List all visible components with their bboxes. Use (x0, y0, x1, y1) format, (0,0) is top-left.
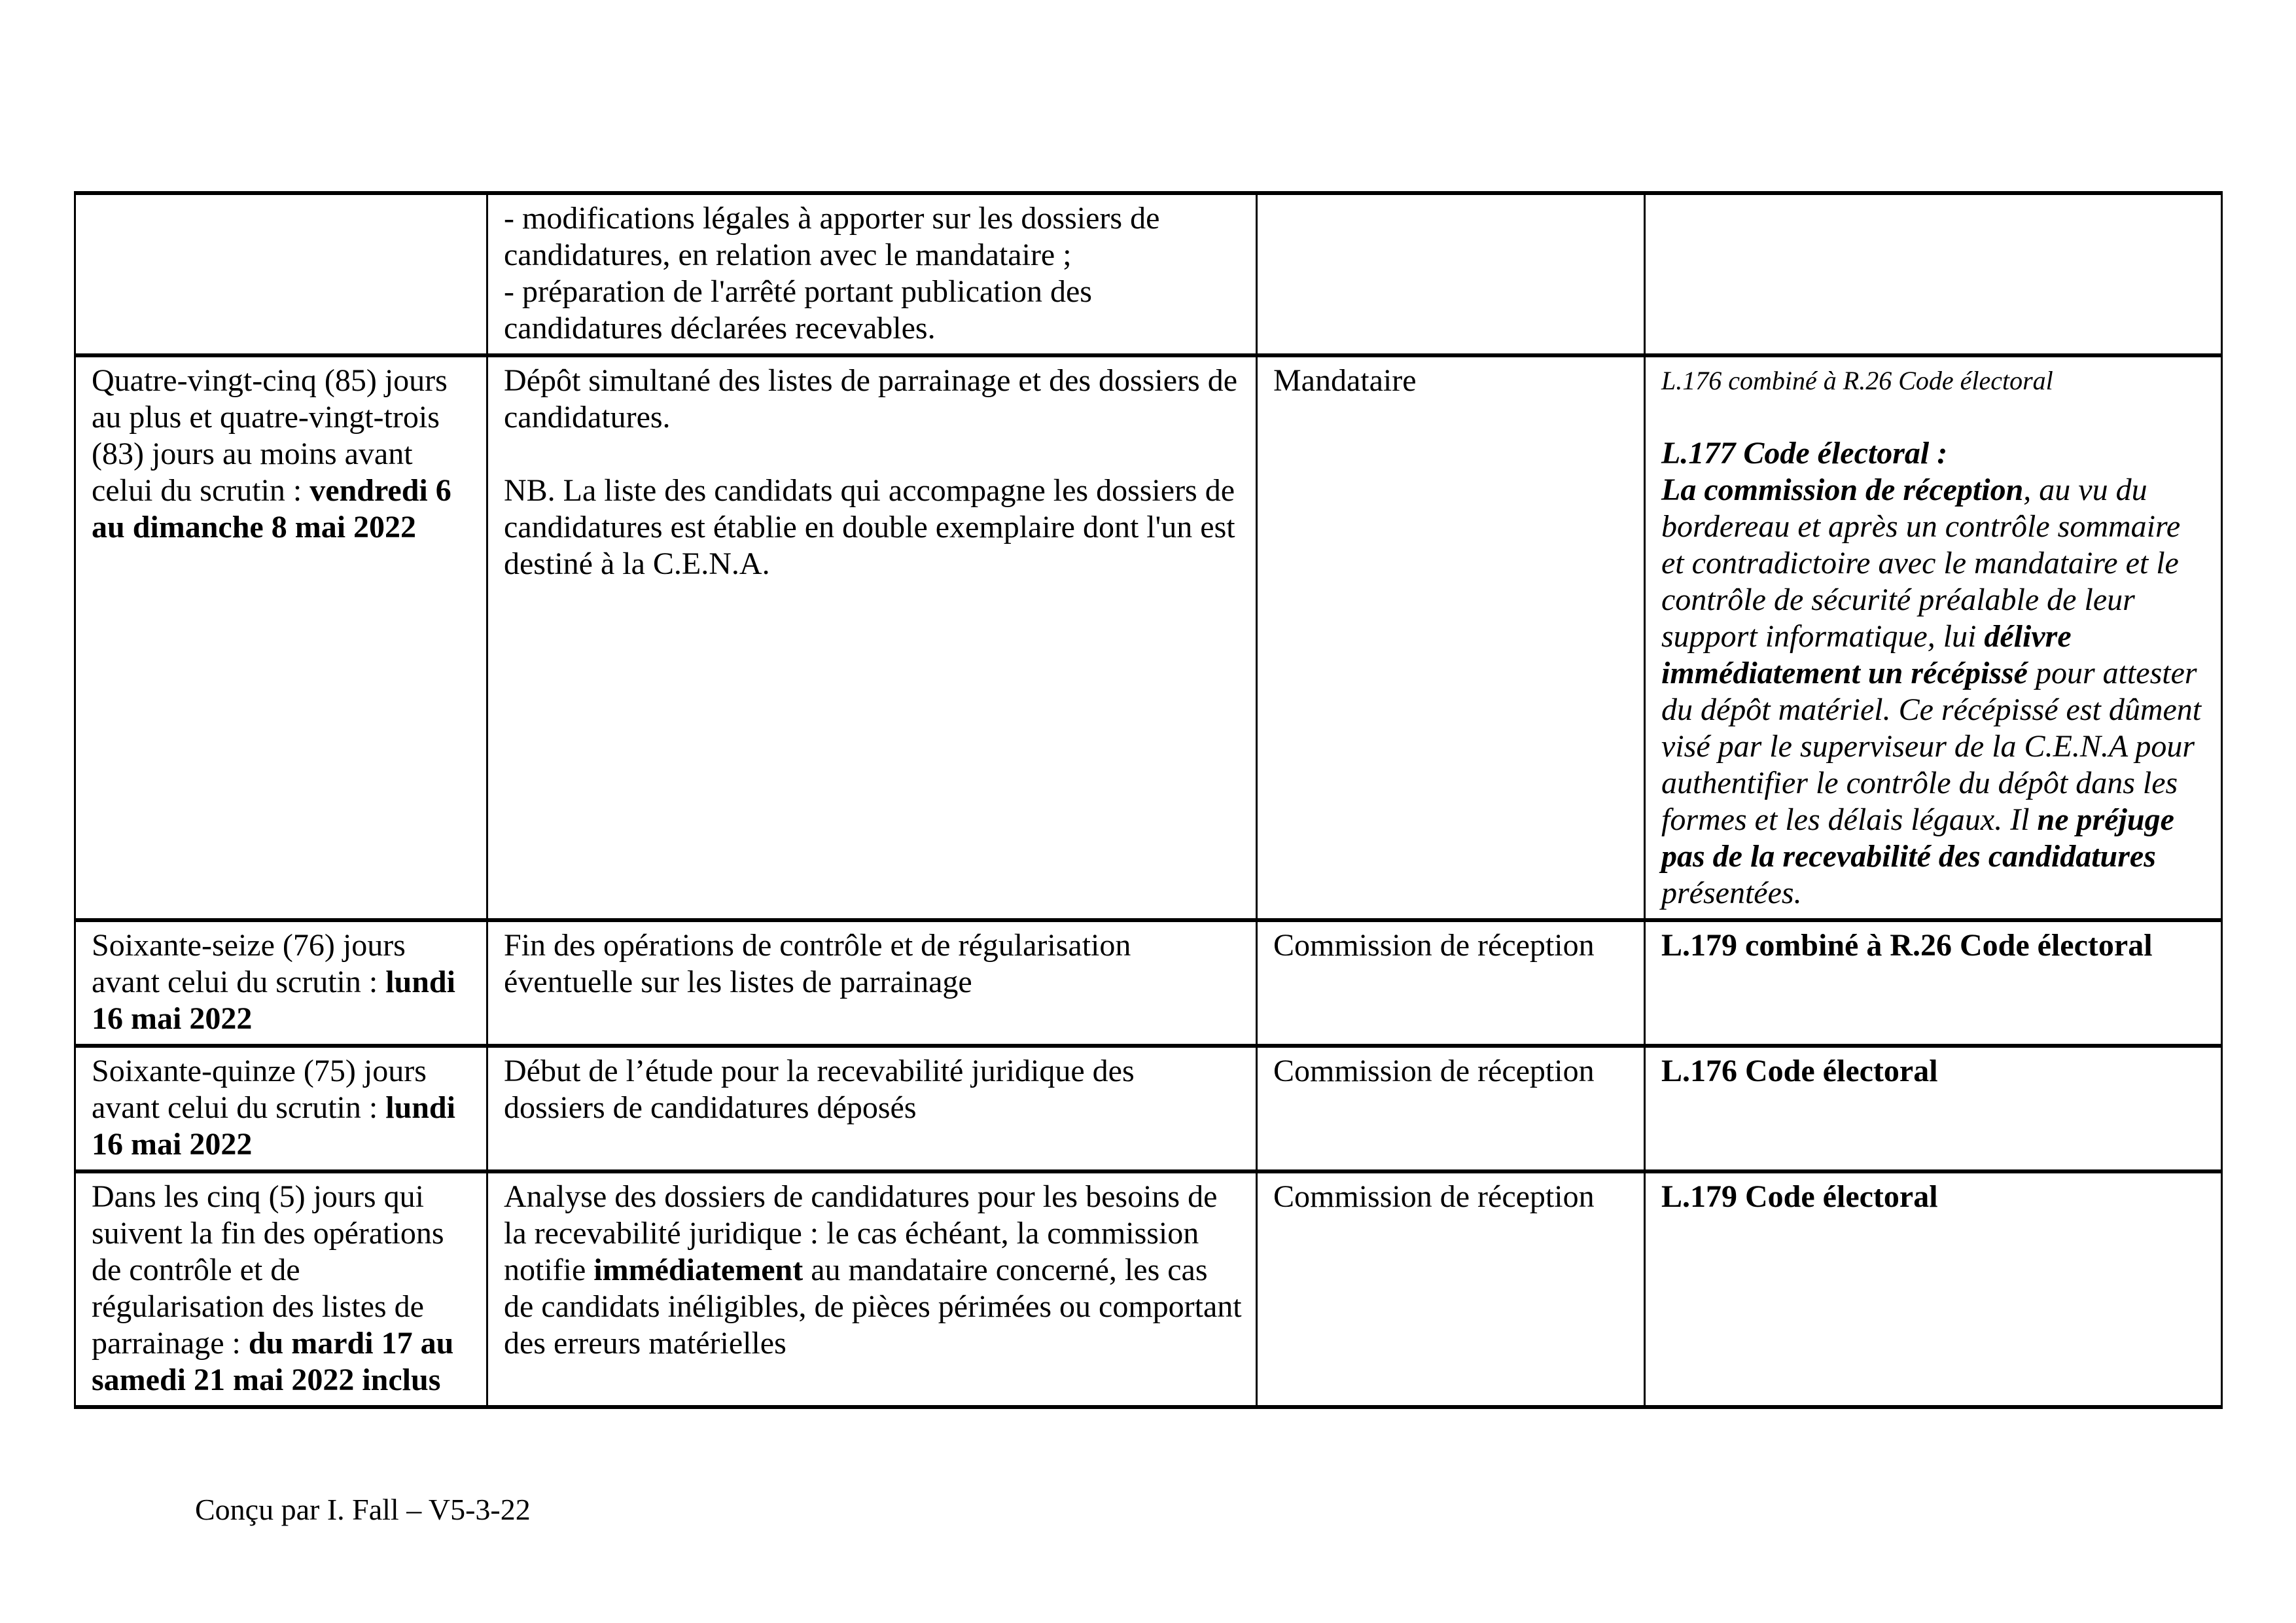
cell-r1-responsible-empty (1257, 193, 1645, 355)
legal-ref-text: L.176 Code électoral (1661, 1054, 1938, 1088)
paragraph-spacer (504, 436, 1243, 473)
table-row-5 (75, 1171, 2222, 1407)
text-run: au mandataire concerné, les cas de candidats inéligibles, de pièces périmées ou comportant des erreurs matérielles (504, 1253, 1242, 1361)
paragraph: Début de l’étude pour la recevabilité juridique des dossiers de candidatures déposés (504, 1054, 1135, 1125)
legal-ref-heading: L.177 Code électoral : (1661, 436, 1948, 471)
paragraph: Dépôt simultané des listes de parrainage et des dossiers de candidatures. (504, 363, 1238, 435)
text-run-bold: lundi 16 mai 2022 (92, 1090, 455, 1162)
text-run: pour attester du dépôt matériel. Ce récépissé est dûment visé par le superviseur de la C.E.N.A pour authentifier le contrôle du dépôt dans les formes et les délais légaux. Il (1661, 656, 2202, 837)
table-row-3 (75, 920, 2222, 1046)
paragraph-spacer (1661, 399, 2208, 435)
cell-r4-responsible (1257, 1046, 1645, 1171)
text-run-bold: ne préjuge pas de la recevabilité des candidatures (1661, 802, 2174, 874)
responsible-text: Commission de réception (1273, 1054, 1595, 1088)
table-row-2 (75, 355, 2222, 920)
text-run: Soixante-seize (76) jours avant celui du scrutin : (92, 928, 406, 999)
text-run: Analyse des dossiers de candidatures pour les besoins de la recevabilité juridique : le cas échéant, la commission notifie (504, 1179, 1218, 1287)
cell-r4-operation (487, 1046, 1257, 1171)
cell-r5-responsible (1257, 1171, 1645, 1407)
legal-ref-line: L.176 combiné à R.26 Code électoral (1661, 366, 2053, 395)
deadline-text (92, 1179, 473, 1399)
table-row-4 (75, 1046, 2222, 1171)
cell-r5-legal-ref (1645, 1171, 2222, 1407)
cell-r3-deadline (75, 920, 487, 1046)
cell-r4-legal-ref (1645, 1046, 2222, 1171)
cell-r2-legal-ref (1645, 355, 2222, 920)
paragraph: Fin des opérations de contrôle et de régularisation éventuelle sur les listes de parrainage (504, 928, 1131, 999)
legal-note-text (1661, 472, 2208, 912)
text-run-bold: du mardi 17 au samedi 21 mai 2022 inclus (92, 1326, 454, 1397)
cell-r3-operation (487, 920, 1257, 1046)
cell-r5-operation (487, 1171, 1257, 1407)
legal-ref-text: L.179 combiné à R.26 Code électoral (1661, 928, 2153, 963)
text-run-bold: vendredi 6 au dimanche 8 mai 2022 (92, 473, 451, 544)
deadline-text (92, 927, 473, 1037)
cell-r1-deadline-empty (75, 193, 487, 355)
text-run: Quatre-vingt-cinq (85) jours au plus et quatre-vingt-trois (83) jours au moins avant celui du scrutin : (92, 363, 448, 508)
responsible-text: Commission de réception (1273, 928, 1595, 963)
text-run: Dans les cinq (5) jours qui suivent la fin des opérations de contrôle et de régularisation des listes de parrainage : (92, 1179, 444, 1361)
responsible-text: Mandataire (1273, 363, 1417, 398)
legal-ref-text: L.179 Code électoral (1661, 1179, 1938, 1214)
cell-r2-responsible (1257, 355, 1645, 920)
deadline-text (92, 363, 473, 546)
table-row-1 (75, 193, 2222, 355)
paragraph: NB. La liste des candidats qui accompagne les dossiers de candidatures est établie en double exemplaire dont l'un est destiné à la C.E.N.A. (504, 473, 1235, 581)
cell-r3-responsible (1257, 920, 1645, 1046)
text-run: Soixante-quinze (75) jours avant celui du scrutin : (92, 1054, 427, 1125)
electoral-calendar-table (74, 191, 2223, 1409)
cell-r1-legal-ref-empty (1645, 193, 2222, 355)
paragraph: - modifications légales à apporter sur les dossiers de candidatures, en relation avec le mandataire ; (504, 201, 1160, 272)
cell-r4-deadline (75, 1046, 487, 1171)
cell-r3-legal-ref (1645, 920, 2222, 1046)
text-run-bold: immédiatement (593, 1253, 804, 1287)
responsible-text: Commission de réception (1273, 1179, 1595, 1214)
paragraph: - préparation de l'arrêté portant publication des candidatures déclarées recevables. (504, 274, 1092, 346)
cell-r1-operation (487, 193, 1257, 355)
cell-r2-deadline (75, 355, 487, 920)
cell-r2-operation (487, 355, 1257, 920)
text-run: présentées. (1661, 876, 1802, 910)
deadline-text (92, 1053, 473, 1163)
text-run-bold: La commission de réception (1661, 473, 2024, 507)
operation-text (504, 1179, 1243, 1362)
text-run-bold: lundi 16 mai 2022 (92, 965, 455, 1036)
text-run: , au vu du bordereau et après un contrôle sommaire et contradictoire avec le mandataire et le contrôle de sécurité préalable de leur support informatique, lui (1661, 473, 2181, 654)
text-run-bold: délivre immédiatement un récépissé (1661, 619, 2072, 690)
page-footer: Conçu par I. Fall – V5-3-22 (195, 1493, 531, 1526)
cell-r5-deadline (75, 1171, 487, 1407)
